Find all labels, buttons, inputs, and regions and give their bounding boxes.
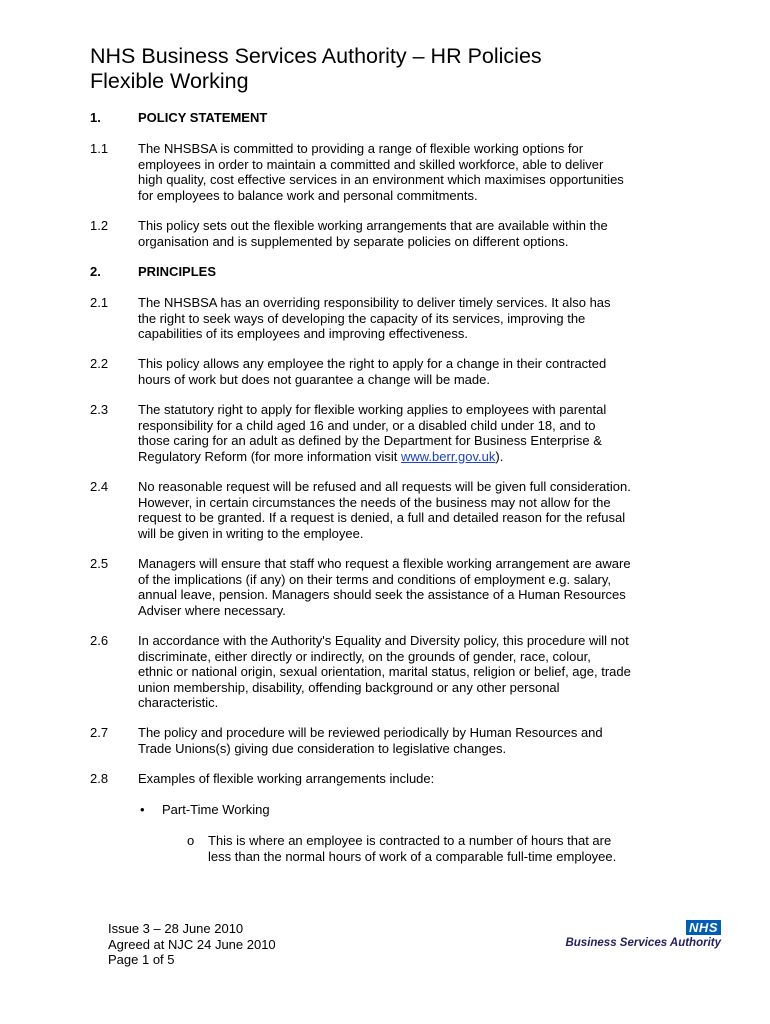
bullet-icon: • xyxy=(140,802,145,817)
paragraph-line: The statutory right to apply for flexible working applies to employees with parental xyxy=(138,402,607,417)
paragraph-line: discriminate, either directly or indirectly, on the grounds of gender, race, colour, xyxy=(138,648,591,664)
paragraph-number: 2.4 xyxy=(90,479,109,494)
paragraph-number: 2.1 xyxy=(90,295,109,310)
paragraph-2-6 xyxy=(90,633,690,711)
paragraph-line: for employees to balance work and personal commitments. xyxy=(138,187,478,203)
paragraph-line-with-link xyxy=(138,449,690,465)
paragraph-line: This policy allows any employee the right to apply for a change in their contracted xyxy=(138,356,607,371)
paragraph-line: In accordance with the Authority's Equality and Diversity policy, this procedure will not xyxy=(138,633,629,648)
link-suffix: ). xyxy=(495,448,504,464)
paragraph-line: will be given in writing to the employee. xyxy=(138,525,364,541)
section-title: PRINCIPLES xyxy=(138,264,217,279)
nhs-bsa-logo xyxy=(546,920,721,954)
nhs-logo-box: NHS xyxy=(686,920,721,935)
paragraph-line: The NHSBSA has an overriding responsibility to deliver timely services. It also has xyxy=(138,295,611,310)
paragraph-line: capabilities of its employees and improving effectiveness. xyxy=(138,326,468,341)
paragraph-line: those caring for an adult as defined by the Department for Business Enterprise & xyxy=(138,433,602,448)
paragraph-number: 1.1 xyxy=(90,141,109,156)
footer-issue: Issue 3 – 28 June 2010 xyxy=(108,921,244,936)
nhs-logo-text: Business Services Authority xyxy=(565,937,721,949)
paragraph-2-5 xyxy=(90,556,690,618)
paragraph-number: 1.2 xyxy=(90,218,109,233)
paragraph-line: hours of work but does not guarantee a change will be made. xyxy=(138,371,490,387)
sub-bullet-line: This is where an employee is contracted to a number of hours that are xyxy=(208,833,612,848)
paragraph-line: request to be granted. If a request is denied, a full and detailed reason for the refusal xyxy=(138,510,626,525)
paragraph-line: union membership, disability, offending background or any other personal xyxy=(138,679,560,695)
paragraph-line: The NHSBSA is committed to providing a range of flexible working options for xyxy=(138,141,584,156)
paragraph-number: 2.3 xyxy=(90,402,109,417)
paragraph-line: Examples of flexible working arrangements include: xyxy=(138,771,435,786)
paragraph-line: organisation and is supplemented by separate policies on different options. xyxy=(138,233,569,249)
paragraph-line: Adviser where necessary. xyxy=(138,602,286,618)
paragraph-1-2 xyxy=(90,218,690,249)
paragraph-line: characteristic. xyxy=(138,695,219,710)
title-line-1: NHS Business Services Authority – HR Policies xyxy=(90,44,542,68)
paragraph-number: 2.8 xyxy=(90,771,109,786)
paragraph-line: of the implications (if any) on their terms and conditions of employment e.g. salary, xyxy=(138,571,612,587)
paragraph-number: 2.7 xyxy=(90,725,109,740)
section-number: 2. xyxy=(90,264,101,279)
paragraph-line: No reasonable request will be refused and all requests will be given full consideration. xyxy=(138,479,631,494)
link-prefix: Regulatory Reform (for more information visit xyxy=(138,448,401,464)
section-number: 1. xyxy=(90,110,101,125)
paragraph-2-1 xyxy=(90,295,690,342)
circle-bullet-icon: o xyxy=(187,833,195,848)
page-footer xyxy=(108,921,276,968)
paragraph-line: ethnic or national origin, sexual orientation, marital status, religion or belief, age, trade xyxy=(138,664,631,679)
paragraph-1-1 xyxy=(90,141,690,203)
sub-bullet-line: less than the normal hours of work of a comparable full-time employee. xyxy=(208,848,617,864)
paragraph-line: Managers will ensure that staff who request a flexible working arrangement are aware xyxy=(138,556,631,571)
paragraph-number: 2.5 xyxy=(90,556,109,571)
paragraph-line: This policy sets out the flexible working arrangements that are available within the xyxy=(138,218,608,233)
footer-page-number: Page 1 of 5 xyxy=(108,952,175,967)
paragraph-2-7 xyxy=(90,725,690,756)
paragraph-number: 2.6 xyxy=(90,633,109,648)
footer-agreed: Agreed at NJC 24 June 2010 xyxy=(108,936,276,952)
section-title: POLICY STATEMENT xyxy=(138,110,268,125)
paragraph-line: annual leave, pension. Managers should seek the assistance of a Human Resources xyxy=(138,587,626,602)
paragraph-line: responsibility for a child aged 16 and under, or a disabled child under 18, and to xyxy=(138,417,596,433)
paragraph-2-4 xyxy=(90,479,690,541)
berr-website-link[interactable]: www.berr.gov.uk xyxy=(400,448,496,464)
paragraph-line: Trade Unions(s) giving due consideration to legislative changes. xyxy=(138,740,507,756)
paragraph-2-8 xyxy=(90,771,690,787)
paragraph-2-2 xyxy=(90,356,690,387)
paragraph-line: However, in certain circumstances the needs of the business may not allow for the xyxy=(138,494,611,510)
paragraph-line: the right to seek ways of developing the capacity of its services, improving the xyxy=(138,310,586,326)
paragraph-line: The policy and procedure will be reviewed periodically by Human Resources and xyxy=(138,725,603,740)
paragraph-2-3 xyxy=(90,402,690,464)
paragraph-number: 2.2 xyxy=(90,356,109,371)
bullet-label: Part-Time Working xyxy=(162,802,270,817)
paragraph-line: high quality, cost effective services in an environment which maximises opportunities xyxy=(138,172,624,187)
document-title xyxy=(90,44,542,94)
title-line-2: Flexible Working xyxy=(90,69,249,93)
paragraph-line: employees in order to maintain a committed and skilled workforce, able to deliver xyxy=(138,156,604,172)
